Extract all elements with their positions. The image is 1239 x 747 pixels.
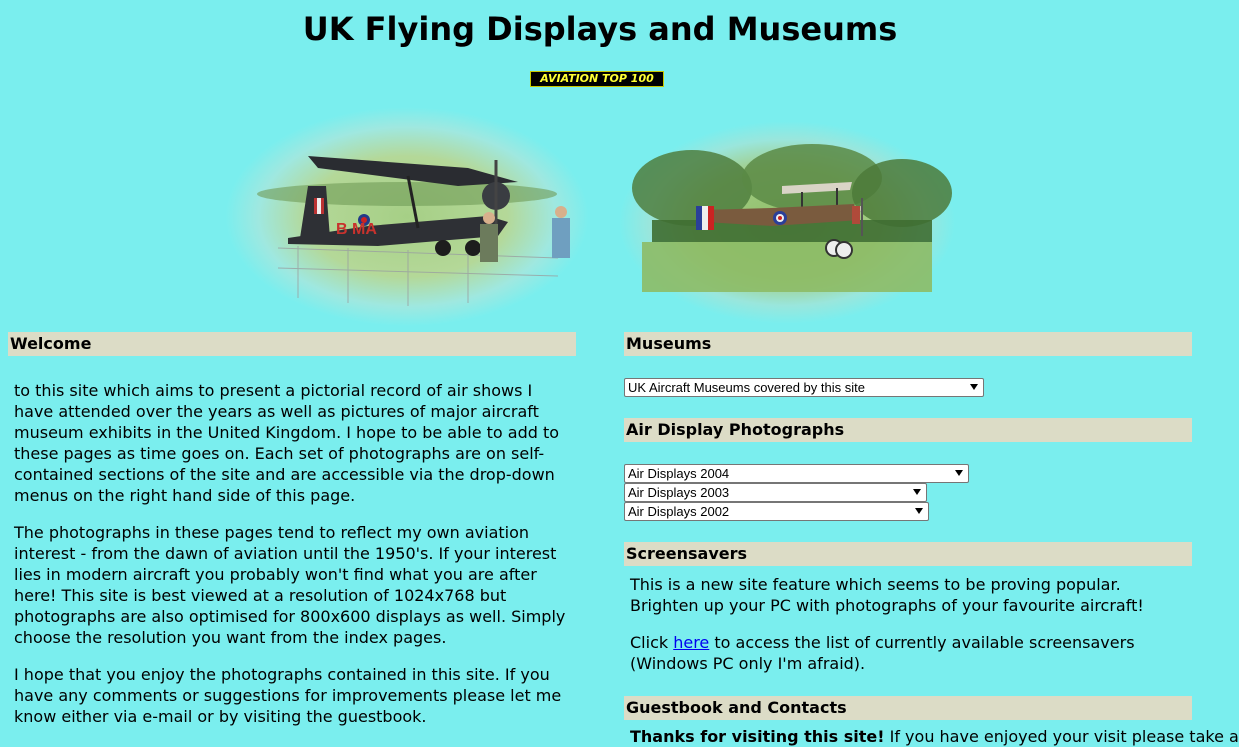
biplane-photo [612, 108, 962, 328]
air-displays-2002-select[interactable] [624, 502, 929, 521]
page-title: UK Flying Displays and Museums [302, 10, 898, 48]
screensavers-click-text: Click [630, 633, 674, 652]
air-displays-heading: Air Display Photographs [624, 418, 1192, 442]
screensavers-rest-text: to access the list of currently available screensavers (Windows PC only I'm afraid). [630, 633, 1135, 673]
welcome-paragraph-3: I hope that you enjoy the photographs contained in this site. If you have any comments or suggestions for improvements please let me know either via e-mail or by visiting the guestbook. [14, 665, 562, 726]
guestbook-thanks-text: Thanks for visiting this site! [630, 727, 885, 746]
guestbook-paragraph [630, 726, 1239, 747]
welcome-heading: Welcome [8, 332, 576, 356]
chevron-down-icon [913, 489, 921, 495]
screensavers-here-link[interactable]: here [673, 633, 710, 652]
air-displays-2004-select[interactable] [624, 464, 969, 483]
chevron-down-icon [955, 470, 963, 476]
welcome-paragraph-1: to this site which aims to present a pictorial record of air shows I have attended over the years as well as pictures of major aircraft museum exhibits in the United Kingdom. I hope to be able to add to these pages as time goes on. Each set of photographs are on self-contained sections of the site and are accessible via the drop-down menus on the right hand side of this page. [14, 381, 560, 505]
museums-select-value: UK Aircraft Museums covered by this site [628, 380, 865, 395]
guestbook-rest-text: If you have enjoyed your visit please take a [884, 727, 1239, 746]
chevron-down-icon [970, 384, 978, 390]
museums-select[interactable] [624, 378, 984, 397]
monoplane-photo [218, 98, 596, 326]
welcome-paragraph-2: The photographs in these pages tend to reflect my own aviation interest - from the dawn of aviation until the 1950's. If your interest lies in modern aircraft you probably won't find what you are after here! This site is best viewed at a resolution of 1024x768 but photographs are also optimised for 800x600 displays as well. Simply choose the resolution you want from the index pages. [14, 523, 566, 647]
guestbook-heading: Guestbook and Contacts [624, 696, 1192, 720]
air-displays-2004-value: Air Displays 2004 [628, 466, 730, 481]
screensavers-heading: Screensavers [624, 542, 1192, 566]
screensavers-paragraph-1: This is a new site feature which seems to be proving popular. Brighten up your PC with photographs of your favourite aircraft! [630, 575, 1144, 615]
air-displays-2002-value: Air Displays 2002 [628, 504, 730, 519]
chevron-down-icon [915, 508, 923, 514]
aviation-top-100-badge[interactable]: AVIATION TOP 100 [530, 71, 664, 87]
museums-heading: Museums [624, 332, 1192, 356]
aircraft-marking: B MA [336, 221, 377, 238]
screensavers-paragraph-2 [630, 632, 1190, 674]
air-displays-2003-select[interactable] [624, 483, 927, 502]
air-displays-2003-value: Air Displays 2003 [628, 485, 730, 500]
